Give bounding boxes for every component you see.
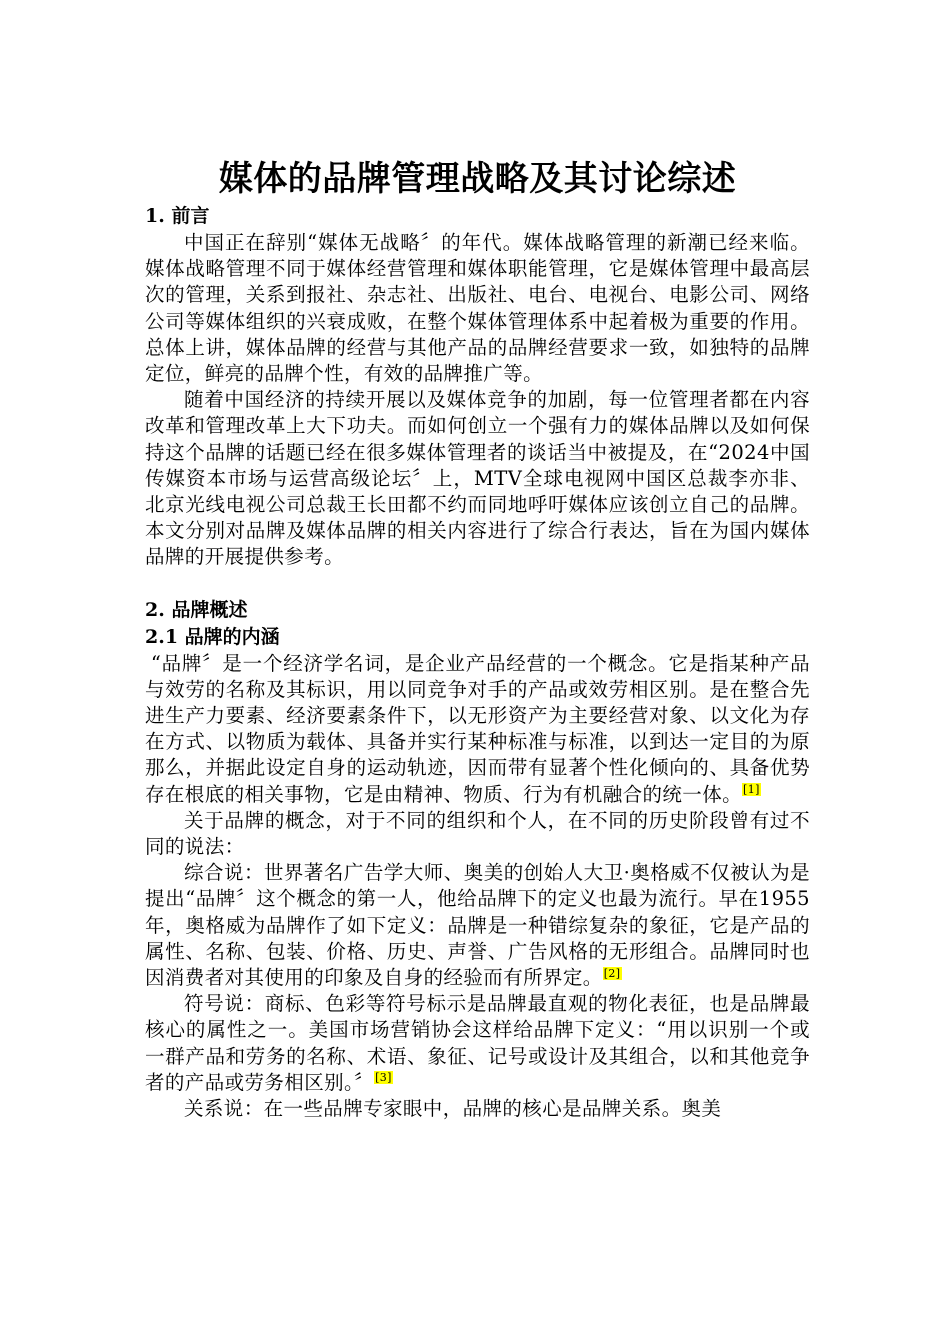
reference-marker[interactable]: [2] — [603, 966, 621, 980]
subsection-heading-brand-connotation: 2.1 品牌的内涵 — [145, 625, 280, 648]
paragraph — [145, 991, 810, 1096]
paragraph: 随着中国经济的持续开展以及媒体竞争的加剧，每一位管理者都在内容改革和管理改革上大下功夫。而如何创立一个强有力的媒体品牌以及如何保持这个品牌的话题已经在很多媒体管理者的谈话当中被提及，在“2024中国传媒资本市场与运营高级论坛〞上，MTV全球电视网中国区总裁李亦非、北京光线电视公司总裁王长田都不约而同地呼吁媒体应该创立自己的品牌。本文分别对品牌及媒体品牌的相关内容进行了综合行表达，旨在为国内媒体品牌的开展提供参考。 — [145, 388, 810, 569]
section-heading-brand-overview: 2. 品牌概述 — [145, 598, 248, 621]
section-heading-preface: 1. 前言 — [145, 205, 210, 227]
spacer — [145, 571, 810, 597]
document-page — [145, 155, 810, 1122]
paragraph: 关系说：在一些品牌专家眼中，品牌的核心是品牌关系。奥美 — [184, 1097, 722, 1121]
paragraph: 关于品牌的概念，对于不同的组织和个人，在不同的历史阶段曾有过不同的说法： — [145, 808, 810, 859]
paragraph — [145, 860, 810, 991]
document-title: 媒体的品牌管理战略及其讨论综述 — [218, 159, 737, 199]
paragraph: 中国正在辞别“媒体无战略〞的年代。媒体战略管理的新潮已经来临。媒体战略管理不同于媒体经营管理和媒体职能管理，它是媒体管理中最高层次的管理，关系到报社、杂志社、出版社、电台、电视台、电影公司、网络公司等媒体组织的兴衰成败，在整个媒体管理体系中起着极为重要的作用。总体上讲，媒体品牌的经营与其他产品的品牌经营要求一致，如独特的品牌定位，鲜亮的品牌个性，有效的品牌推广等。 — [145, 231, 810, 386]
paragraph-text: 符号说：商标、色彩等符号标示是品牌最直观的物化表征，也是品牌最核心的属性之一。美国市场营销协会这样给品牌下定义：“用以识别一个或一群产品和劳务的名称、术语、象征、记号或设计及其组合，以和其他竞争者的产品或劳务相区别。〞 — [145, 992, 810, 1094]
paragraph — [145, 651, 810, 808]
paragraph-text: 综合说：世界著名广告学大师、奥美的创始人大卫·奥格威不仅被认为是提出“品牌〞这个概念的第一人，他给品牌下的定义也最为流行。早在1955年，奥格威为品牌作了如下定义：品牌是一种错综复杂的象征，它是产品的属性、名称、包装、价格、历史、声誉、广告风格的无形组合。品牌同时也因消费者对其使用的印象及自身的经验而有所界定。 — [145, 861, 810, 990]
reference-marker[interactable]: [3] — [375, 1071, 392, 1085]
paragraph-text: “品牌〞是一个经济学名词，是企业产品经营的一个概念。它是指某种产品与效劳的名称及其标识，用以同竞争对手的产品或效劳相区别。是在整合先进生产力要素、经济要素条件下，以无形资产为主要经营对象、以文化为存在方式、以物质为载体、具备并实行某种标准与标准，以到达一定目的为原那么，并据此设定自身的运动轨迹，因而带有显著个性化倾向的、具备优势存在根底的相关事物，它是由精神、物质、行为有机融合的统一体。 — [145, 651, 810, 806]
reference-marker[interactable]: [1] — [743, 783, 760, 797]
